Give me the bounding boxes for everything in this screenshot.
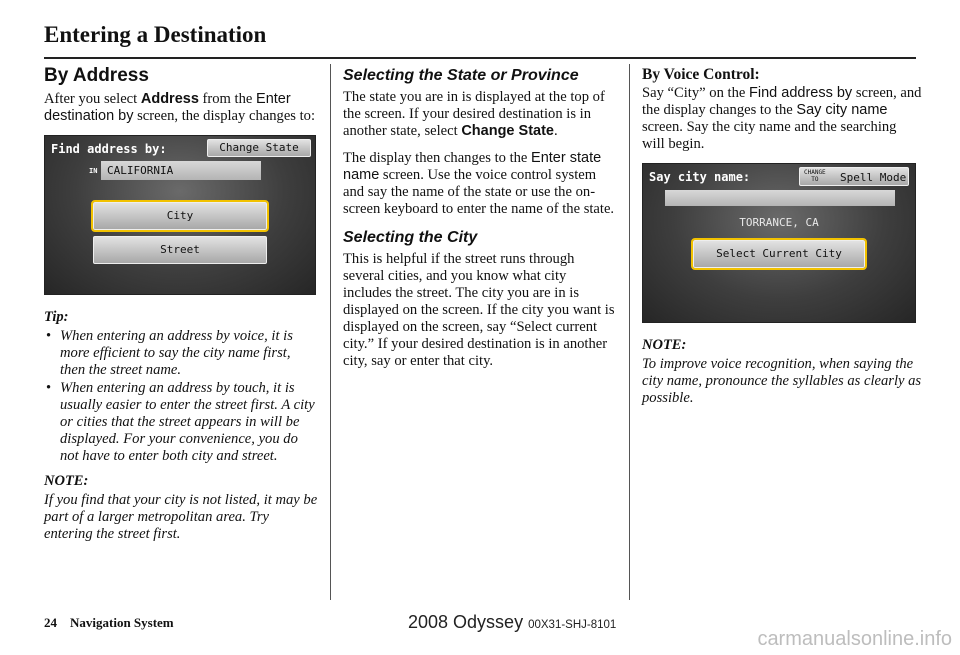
page-number: 24 — [44, 615, 57, 630]
title-divider — [44, 57, 916, 59]
say-city-screen — [642, 163, 916, 323]
heading-selecting-state: Selecting the State or Province — [343, 67, 579, 84]
tip-heading: Tip: — [44, 308, 69, 325]
select-current-city-button[interactable]: Select Current City — [693, 240, 865, 268]
section-heading-by-address: By Address — [44, 65, 149, 86]
find-address-screen — [44, 135, 316, 295]
column-selecting — [343, 64, 615, 380]
column-divider-1 — [330, 64, 331, 600]
spell-mode-label: Spell Mode — [840, 170, 907, 184]
state-field: CALIFORNIA — [101, 161, 261, 180]
in-label: IN — [89, 166, 98, 175]
change-to-label: CHANGE TO — [804, 168, 826, 183]
voice-paragraph: Say “City” on the Find address by screen, and the display changes to the Say city name screen. Say the city name and the searching will begin. — [642, 84, 922, 152]
tip-item: • When entering an address by voice, it is more efficient to say the city name first, then the street name. — [44, 328, 318, 379]
column-by-address — [44, 64, 318, 543]
document-code: 00X31-SHJ-8101 — [528, 619, 617, 631]
screen-title: Say city name: — [649, 169, 751, 184]
section-name: Navigation System — [70, 615, 174, 630]
note-heading: NOTE: — [642, 336, 687, 353]
city-button[interactable]: City — [93, 202, 267, 230]
tip-list — [44, 328, 318, 465]
screen-title: Find address by: — [51, 141, 167, 156]
page-footer — [44, 615, 174, 631]
note-body: If you find that your city is not listed, it may be part of a larger metropolitan area. Try entering the street first. — [44, 491, 318, 542]
tip-item: • When entering an address by touch, it is usually easier to enter the street first. A city or cities that the street appears in will be displayed. For your convenience, you do not have to enter both city and street. — [44, 380, 318, 465]
street-button[interactable]: Street — [93, 236, 267, 264]
page-title: Entering a Destination — [44, 22, 267, 47]
watermark: carmanualsonline.info — [757, 628, 952, 650]
column-voice-control — [642, 64, 922, 407]
heading-selecting-city: Selecting the City — [343, 229, 478, 247]
city-input-field — [665, 190, 895, 206]
current-city-label: TORRANCE, CA — [739, 215, 819, 229]
note-heading: NOTE: — [44, 472, 89, 489]
city-paragraph: This is helpful if the street runs through several cities, and you know what city includes the street. The city you are in is displayed on the screen. If the city you want is displayed on the screen, say “Select current city.” If your desired destination is in another city, say or enter that city. — [343, 251, 615, 370]
model-label: 2008 Odyssey 00X31-SHJ-8101 — [408, 612, 617, 632]
note-body: To improve voice recognition, when saying the city name, pronounce the syllables as clearly as possible. — [642, 355, 922, 406]
intro-paragraph: After you select Address from the Enter destination by screen, the display changes to: — [44, 90, 316, 124]
column-divider-2 — [629, 64, 630, 600]
spell-mode-button[interactable] — [799, 167, 909, 186]
state-paragraph-1: The state you are in is displayed at the top of the screen. If your desired destination is in another state, select Change State. — [343, 89, 605, 140]
heading-voice-control: By Voice Control: — [642, 66, 760, 83]
change-state-button[interactable]: Change State — [207, 139, 311, 157]
state-paragraph-2: The display then changes to the Enter state name screen. Use the voice control system and say the name of the state or use the on-screen keyboard to enter the name of the state. — [343, 150, 615, 218]
